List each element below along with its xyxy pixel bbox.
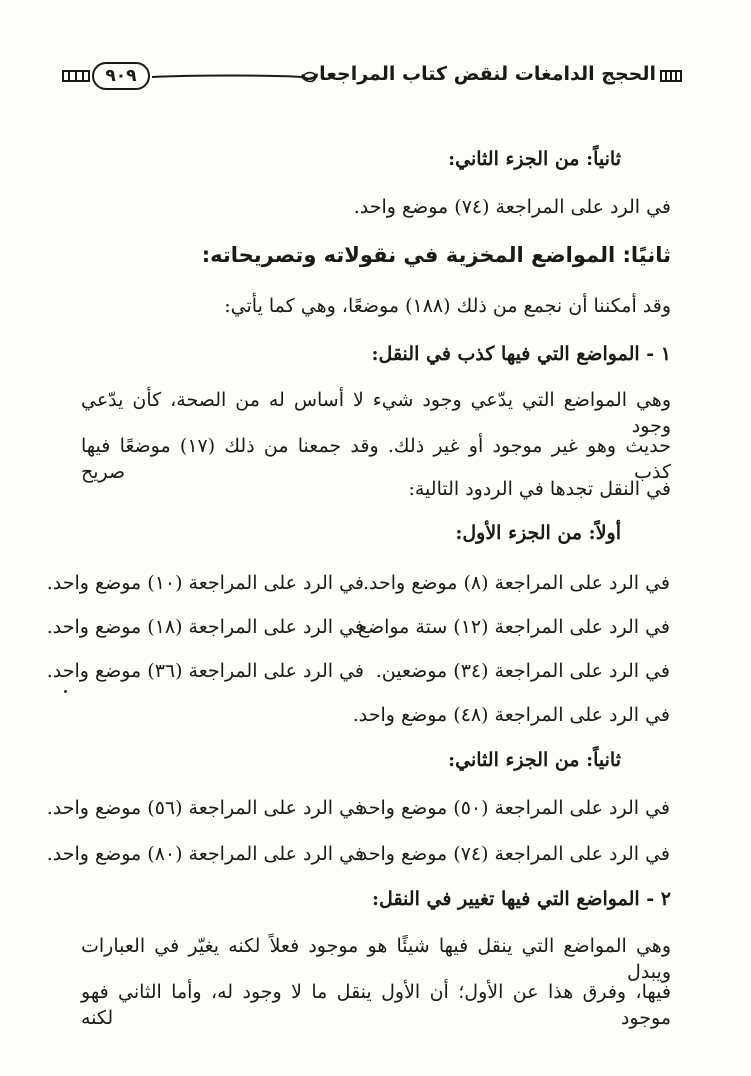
scan-speck (64, 690, 67, 693)
paragraph-line: وهي المواضع التي يدّعي وجود شيء لا أساس له من الصحة، كأن يدّعي وجود (81, 389, 671, 437)
subsection-heading: ثانياً: من الجزء الثاني: (448, 148, 621, 170)
ornament-icon (62, 69, 90, 83)
reference-entry: في الرد على المراجعة (٤٨) موضع واحد. (352, 704, 670, 726)
reference-entry: في الرد على المراجعة (١٢) ستة مواضع. (351, 616, 670, 638)
reference-entry: في الرد على المراجعة (١٠) موضع واحد. (46, 572, 364, 594)
running-header (62, 58, 682, 94)
reference-entry: في الرد على المراجعة (٨) موضع واحد. (362, 572, 670, 594)
reference-row (46, 614, 670, 640)
subsection-heading: ثانياً: من الجزء الثاني: (448, 749, 621, 771)
page-number: ٩٠٩ (92, 62, 150, 90)
subsection-heading: ٢ - المواضع التي فيها تغيير في النقل: (372, 888, 671, 910)
decorative-rule (152, 70, 322, 84)
paragraph-line: في النقل تجدها في الردود التالية: (408, 478, 671, 500)
reference-entry: في الرد على المراجعة (٣٤) موضعين. (375, 660, 670, 682)
book-title: الحجج الدامغات لنقض كتاب المراجعات (300, 63, 656, 85)
reference-row (46, 658, 670, 684)
paragraph-line: وهي المواضع التي ينقل فيها شيئًا هو موجود فعلاً لكنه يغيّر في العبارات ويبدل (81, 935, 671, 983)
reference-row (94, 702, 670, 728)
subsection-heading: ١ - المواضع التي فيها كذب في النقل: (371, 343, 671, 365)
text-line: في الرد على المراجعة (٧٤) موضع واحد. (353, 196, 671, 218)
reference-entry: في الرد على المراجعة (٨٠) موضع واحد. (46, 843, 364, 865)
reference-row (46, 841, 670, 867)
reference-entry: في الرد على المراجعة (٣٦) موضع واحد. (46, 660, 364, 682)
reference-entry: في الرد على المراجعة (٥٠) موضع واحد. (352, 797, 670, 819)
paragraph-line: حديث وهو غير موجود أو غير ذلك. وقد جمعنا من ذلك (١٧) موضعًا فيها كذب صريح (81, 435, 672, 483)
paragraph-line: فيها، وفرق هذا عن الأول؛ أن الأول ينقل ما لا وجود له، وأما الثاني فهو موجود لكنه (81, 981, 671, 1029)
section-heading: ثانيًا: المواضع المخزية في نقولاته وتصريحاته: (201, 243, 671, 267)
reference-row (46, 795, 670, 821)
text-line: وقد أمكننا أن نجمع من ذلك (١٨٨) موضعًا، وهي كما يأتي: (224, 295, 671, 317)
reference-entry: في الرد على المراجعة (٥٦) موضع واحد. (46, 797, 364, 819)
subsection-heading: أولاً: من الجزء الأول: (455, 522, 621, 544)
reference-entry: في الرد على المراجعة (١٨) موضع واحد. (46, 616, 364, 638)
ornament-icon (660, 69, 682, 83)
reference-entry: في الرد على المراجعة (٧٤) موضع واحد. (352, 843, 670, 865)
reference-row (46, 570, 670, 596)
